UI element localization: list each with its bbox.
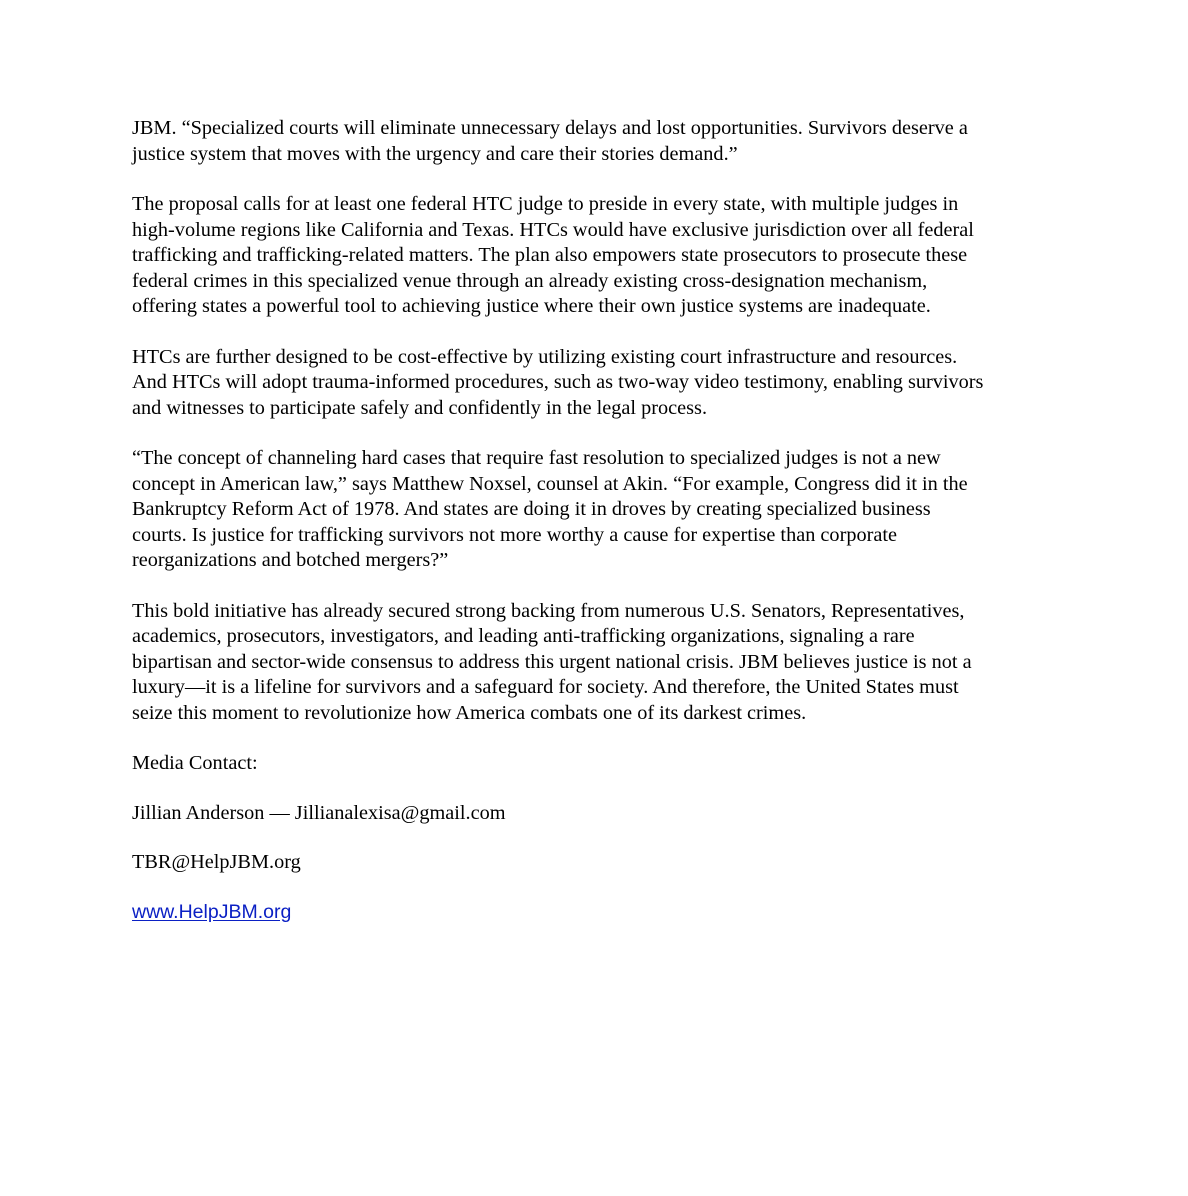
media-contact-section — [132, 751, 1067, 925]
website-line — [132, 900, 1067, 926]
paragraph-initiative-backing: This bold initiative has already secured strong backing from numerous U.S. Senators, Representatives, academics, prosecutors, investigators, and leading anti-trafficking organizations, signaling a rare bipartisan and sector-wide consensus to address this urgent national crisis. JBM believes justice is not a luxury—it is a lifeline for survivors and a safeguard for society. And therefore, the United States must seize this moment to revolutionize how America combats one of its darkest crimes. — [132, 599, 972, 724]
paragraph-proposal: The proposal calls for at least one federal HTC judge to preside in every state, with multiple judges in high-volume regions like California and Texas. HTCs would have exclusive jurisdiction over all federal trafficking and trafficking-related matters. The plan also empowers state prosecutors to prosecute these federal crimes in this specialized venue through an already existing cross-designation mechanism, offering states a powerful tool to achieving justice where their own justice systems are inadequate. — [132, 193, 974, 317]
press-release-body — [132, 116, 1067, 949]
contact-person: Jillian Anderson — Jillianalexisa@gmail.com — [132, 801, 506, 824]
paragraph-quote-jbm: JBM. “Specialized courts will eliminate unnecessary delays and lost opportunities. Survivors deserve a justice system that moves with the urgency and care their stories demand.” — [132, 117, 968, 165]
paragraph-cost-effective: HTCs are further designed to be cost-effective by utilizing existing court infrastructure and resources. And HTCs will adopt trauma-informed procedures, such as two-way video testimony, enabling survivors and witnesses to participate safely and confidently in the legal process. — [132, 345, 984, 419]
contact-email: TBR@HelpJBM.org — [132, 851, 301, 873]
website-link[interactable]: www.HelpJBM.org — [132, 900, 292, 923]
media-contact-heading: Media Contact: — [132, 752, 258, 774]
paragraph-noxsel-quote: “The concept of channeling hard cases that require fast resolution to specialized judges is not a new concept in American law,” says Matthew Noxsel, counsel at Akin. “For example, Congress did it in the Bankruptcy Reform Act of 1978. And states are doing it in droves by creating specialized business courts. Is justice for trafficking survivors not more worthy a cause for expertise than corporate reorganizations and botched mergers?” — [132, 447, 968, 571]
